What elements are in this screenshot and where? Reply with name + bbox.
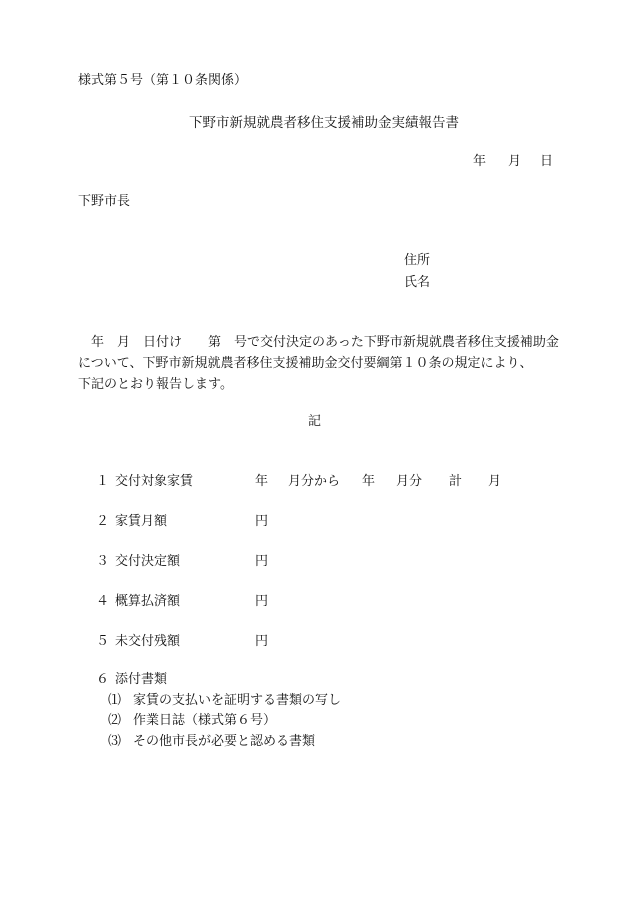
attachment-text: その他市長が必要と認める書類 bbox=[133, 734, 316, 749]
date-day-label: 日 bbox=[540, 154, 554, 169]
attachment-marker: ⑵ bbox=[108, 713, 122, 728]
form-number: 様式第５号（第１０条関係） bbox=[78, 73, 248, 88]
item-label: 未交付残額 bbox=[115, 634, 181, 649]
body-line-3: 下記のとおり報告します。 bbox=[78, 377, 233, 392]
item-number: ４ bbox=[96, 594, 110, 609]
item-unit: 円 bbox=[255, 634, 269, 649]
item-unit: 円 bbox=[255, 594, 269, 609]
attachment-text: 作業日誌（様式第６号） bbox=[133, 713, 277, 728]
item-label: 交付対象家賃 bbox=[115, 474, 194, 489]
date-year-label: 年 bbox=[473, 154, 487, 169]
body-line-1: 年 月 日付け 第 号で交付決定のあった下野市新規就農者移住支援補助金 bbox=[78, 335, 559, 350]
item-unit: 円 bbox=[255, 514, 269, 529]
address-label: 住所 bbox=[404, 253, 431, 268]
item-label: 添付書類 bbox=[115, 672, 168, 687]
item-number: ５ bbox=[96, 634, 110, 649]
item-number: ３ bbox=[96, 554, 110, 569]
item-1-month2: 月分 bbox=[396, 474, 423, 489]
attachment-text: 家賃の支払いを証明する書類の写し bbox=[133, 693, 342, 708]
item-1-year2: 年 bbox=[362, 474, 376, 489]
item-label: 交付決定額 bbox=[115, 554, 181, 569]
ki-heading: 記 bbox=[308, 414, 322, 429]
item-label: 家賃月額 bbox=[115, 514, 168, 529]
item-unit: 円 bbox=[255, 554, 269, 569]
attachment-marker: ⑴ bbox=[108, 693, 122, 708]
attachment-marker: ⑶ bbox=[108, 734, 122, 749]
date-month-label: 月 bbox=[508, 154, 522, 169]
item-label: 概算払済額 bbox=[115, 594, 181, 609]
name-label: 氏名 bbox=[404, 275, 431, 290]
document-title: 下野市新規就農者移住支援補助金実績報告書 bbox=[189, 115, 459, 131]
item-1-from: 月分から bbox=[288, 474, 341, 489]
body-line-2: について、下野市新規就農者移住支援補助金交付要綱第１０条の規定により、 bbox=[78, 356, 533, 371]
item-number: ６ bbox=[96, 672, 110, 687]
item-1-year1: 年 bbox=[255, 474, 269, 489]
item-1-total: 計 bbox=[449, 474, 463, 489]
addressee: 下野市長 bbox=[78, 194, 131, 209]
item-number: １ bbox=[96, 474, 110, 489]
item-number: ２ bbox=[96, 514, 110, 529]
item-1-months: 月 bbox=[488, 474, 502, 489]
